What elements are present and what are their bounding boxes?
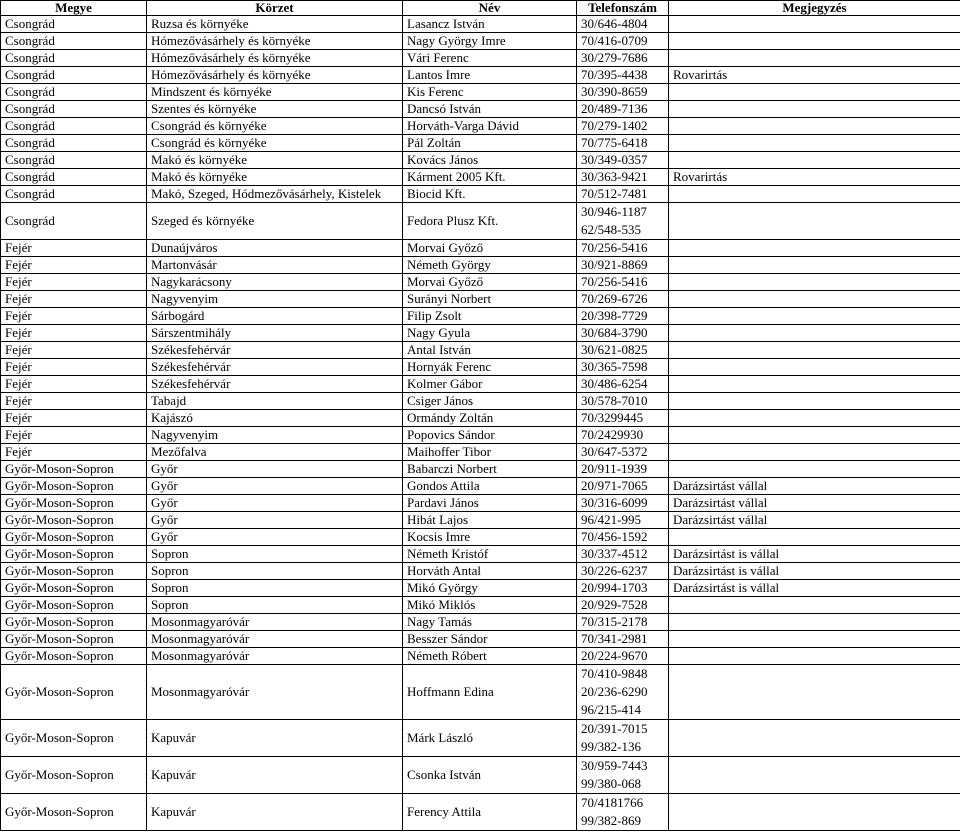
table-row	[1, 50, 960, 67]
table-row	[1, 67, 960, 84]
cell-telefonszam: 20/911-1939	[577, 461, 669, 478]
cell-telefonszam	[577, 757, 669, 794]
cell-telefonszam: 30/921-8869	[577, 257, 669, 274]
cell-korzet: Sárbogárd	[147, 308, 403, 325]
cell-megjegyzes	[669, 84, 960, 101]
cell-telefonszam: 20/489-7136	[577, 101, 669, 118]
cell-megjegyzes	[669, 342, 960, 359]
cell-telefonszam	[577, 794, 669, 831]
cell-korzet: Székesfehérvár	[147, 359, 403, 376]
cell-megjegyzes	[669, 135, 960, 152]
table-row	[1, 257, 960, 274]
cell-telefonszam: 30/365-7598	[577, 359, 669, 376]
cell-korzet: Mezőfalva	[147, 444, 403, 461]
cell-korzet: Győr	[147, 495, 403, 512]
header-telefonszam: Telefonszám	[577, 1, 669, 16]
cell-telefonszam: 70/395-4438	[577, 67, 669, 84]
cell-korzet: Martonvásár	[147, 257, 403, 274]
cell-megye: Győr-Moson-Sopron	[1, 794, 147, 831]
cell-nev: Mikó Miklós	[403, 597, 577, 614]
cell-megye: Csongrád	[1, 152, 147, 169]
cell-megye: Csongrád	[1, 135, 147, 152]
cell-megjegyzes: Darázsirtást vállal	[669, 512, 960, 529]
cell-megjegyzes	[669, 274, 960, 291]
cell-megjegyzes	[669, 444, 960, 461]
cell-nev: Fedora Plusz Kft.	[403, 203, 577, 240]
cell-telefonszam: 96/421-995	[577, 512, 669, 529]
table-row	[1, 580, 960, 597]
cell-korzet: Mindszent és környéke	[147, 84, 403, 101]
cell-nev: Morvai Győző	[403, 240, 577, 257]
table-row	[1, 720, 960, 757]
cell-telefonszam	[577, 665, 669, 720]
phone-number: 70/410-9848	[581, 666, 648, 681]
cell-megye: Fejér	[1, 308, 147, 325]
cell-megjegyzes	[669, 152, 960, 169]
cell-megjegyzes	[669, 101, 960, 118]
cell-korzet: Székesfehérvár	[147, 376, 403, 393]
cell-nev: Horváth Antal	[403, 563, 577, 580]
table-row	[1, 376, 960, 393]
table-row	[1, 665, 960, 720]
table-row	[1, 359, 960, 376]
cell-korzet: Mosonmagyaróvár	[147, 665, 403, 720]
cell-telefonszam: 30/621-0825	[577, 342, 669, 359]
cell-telefonszam: 70/456-1592	[577, 529, 669, 546]
cell-megjegyzes	[669, 359, 960, 376]
table-row	[1, 84, 960, 101]
cell-korzet: Szentes és környéke	[147, 101, 403, 118]
cell-nev: Kocsis Imre	[403, 529, 577, 546]
table-row	[1, 16, 960, 33]
table-row	[1, 546, 960, 563]
cell-telefonszam: 70/341-2981	[577, 631, 669, 648]
cell-telefonszam: 70/2429930	[577, 427, 669, 444]
cell-nev: Nagy Gyula	[403, 325, 577, 342]
cell-megye: Csongrád	[1, 203, 147, 240]
cell-nev: Lantos Imre	[403, 67, 577, 84]
cell-megjegyzes	[669, 614, 960, 631]
cell-korzet: Kapuvár	[147, 757, 403, 794]
phone-number: 99/382-136	[581, 739, 641, 754]
cell-telefonszam: 30/363-9421	[577, 169, 669, 186]
cell-telefonszam: 30/226-6237	[577, 563, 669, 580]
table-row	[1, 393, 960, 410]
header-korzet: Körzet	[147, 1, 403, 16]
table-row	[1, 410, 960, 427]
table-row	[1, 495, 960, 512]
cell-megye: Csongrád	[1, 186, 147, 203]
cell-telefonszam: 70/416-0709	[577, 33, 669, 50]
table-row	[1, 152, 960, 169]
cell-telefonszam: 30/390-8659	[577, 84, 669, 101]
cell-megye: Győr-Moson-Sopron	[1, 757, 147, 794]
cell-korzet: Székesfehérvár	[147, 342, 403, 359]
cell-nev: Kárment 2005 Kft.	[403, 169, 577, 186]
cell-megye: Csongrád	[1, 33, 147, 50]
cell-nev: Hornyák Ferenc	[403, 359, 577, 376]
table-body	[1, 16, 960, 831]
cell-megye: Fejér	[1, 240, 147, 257]
cell-megjegyzes	[669, 186, 960, 203]
cell-megjegyzes: Darázsirtást vállal	[669, 495, 960, 512]
cell-megye: Győr-Moson-Sopron	[1, 580, 147, 597]
cell-nev: Biocid Kft.	[403, 186, 577, 203]
cell-megjegyzes	[669, 665, 960, 720]
cell-korzet: Ruzsa és környéke	[147, 16, 403, 33]
cell-nev: Németh Kristóf	[403, 546, 577, 563]
cell-telefonszam: 70/3299445	[577, 410, 669, 427]
header-megye: Megye	[1, 1, 147, 16]
cell-korzet: Makó és környéke	[147, 169, 403, 186]
cell-korzet: Nagyvenyim	[147, 291, 403, 308]
table-row	[1, 478, 960, 495]
cell-telefonszam: 20/994-1703	[577, 580, 669, 597]
table-row	[1, 342, 960, 359]
cell-nev: Nagy György Imre	[403, 33, 577, 50]
table-row	[1, 135, 960, 152]
cell-megjegyzes	[669, 308, 960, 325]
table-row	[1, 529, 960, 546]
cell-korzet: Makó, Szeged, Hódmezővásárhely, Kistelek	[147, 186, 403, 203]
cell-nev: Dancsó István	[403, 101, 577, 118]
cell-megjegyzes	[669, 631, 960, 648]
phone-number: 99/380-068	[581, 776, 641, 791]
cell-megjegyzes: Darázsirtást is vállal	[669, 563, 960, 580]
cell-megye: Fejér	[1, 444, 147, 461]
cell-nev: Nagy Tamás	[403, 614, 577, 631]
cell-megjegyzes	[669, 50, 960, 67]
table-row	[1, 563, 960, 580]
cell-nev: Pál Zoltán	[403, 135, 577, 152]
cell-telefonszam	[577, 720, 669, 757]
cell-megye: Győr-Moson-Sopron	[1, 512, 147, 529]
cell-korzet: Kajászó	[147, 410, 403, 427]
cell-korzet: Kapuvár	[147, 720, 403, 757]
cell-telefonszam: 70/512-7481	[577, 186, 669, 203]
cell-megye: Fejér	[1, 291, 147, 308]
cell-telefonszam: 30/486-6254	[577, 376, 669, 393]
cell-megye: Fejér	[1, 257, 147, 274]
cell-megye: Győr-Moson-Sopron	[1, 648, 147, 665]
cell-telefonszam: 20/971-7065	[577, 478, 669, 495]
cell-megye: Csongrád	[1, 101, 147, 118]
cell-megye: Győr-Moson-Sopron	[1, 597, 147, 614]
cell-megye: Fejér	[1, 274, 147, 291]
cell-korzet: Hómezővásárhely és környéke	[147, 33, 403, 50]
cell-megye: Győr-Moson-Sopron	[1, 546, 147, 563]
cell-megye: Győr-Moson-Sopron	[1, 563, 147, 580]
cell-megjegyzes	[669, 325, 960, 342]
cell-nev: Antal István	[403, 342, 577, 359]
cell-nev: Surányi Norbert	[403, 291, 577, 308]
cell-nev: Morvai Győző	[403, 274, 577, 291]
table-row	[1, 118, 960, 135]
cell-korzet: Mosonmagyaróvár	[147, 614, 403, 631]
cell-megye: Fejér	[1, 410, 147, 427]
cell-megjegyzes: Darázsirtást is vállal	[669, 546, 960, 563]
cell-megjegyzes	[669, 118, 960, 135]
cell-korzet: Sopron	[147, 546, 403, 563]
cell-megjegyzes	[669, 794, 960, 831]
cell-megjegyzes: Rovarirtás	[669, 67, 960, 84]
cell-telefonszam: 30/684-3790	[577, 325, 669, 342]
cell-megjegyzes: Rovarirtás	[669, 169, 960, 186]
cell-megjegyzes	[669, 240, 960, 257]
cell-korzet: Szeged és környéke	[147, 203, 403, 240]
cell-korzet: Hómezővásárhely és környéke	[147, 50, 403, 67]
cell-nev: Lasancz István	[403, 16, 577, 33]
phone-number: 30/959-7443	[581, 758, 648, 773]
phone-number: 96/215-414	[581, 702, 641, 717]
table-row	[1, 240, 960, 257]
header-megjegyzes: Megjegyzés	[669, 1, 960, 16]
table-row	[1, 203, 960, 240]
cell-megye: Győr-Moson-Sopron	[1, 631, 147, 648]
cell-nev: Hibát Lajos	[403, 512, 577, 529]
cell-nev: Ferency Attila	[403, 794, 577, 831]
cell-nev: Horváth-Varga Dávid	[403, 118, 577, 135]
cell-megjegyzes	[669, 757, 960, 794]
cell-nev: Popovics Sándor	[403, 427, 577, 444]
phone-number: 30/946-1187	[581, 204, 647, 219]
phone-number: 62/548-535	[581, 222, 641, 237]
cell-nev: Babarczi Norbert	[403, 461, 577, 478]
cell-nev: Csonka István	[403, 757, 577, 794]
cell-telefonszam: 70/256-5416	[577, 274, 669, 291]
cell-megjegyzes	[669, 376, 960, 393]
cell-megye: Győr-Moson-Sopron	[1, 495, 147, 512]
table-row	[1, 427, 960, 444]
cell-nev: Pardavi János	[403, 495, 577, 512]
cell-nev: Ormándy Zoltán	[403, 410, 577, 427]
cell-telefonszam: 30/279-7686	[577, 50, 669, 67]
table-row	[1, 597, 960, 614]
cell-megjegyzes	[669, 203, 960, 240]
phone-number: 99/382-869	[581, 813, 641, 828]
cell-nev: Vári Ferenc	[403, 50, 577, 67]
cell-megjegyzes	[669, 410, 960, 427]
cell-megjegyzes	[669, 529, 960, 546]
cell-nev: Kolmer Gábor	[403, 376, 577, 393]
phone-number: 20/391-7015	[581, 721, 648, 736]
cell-telefonszam: 30/316-6099	[577, 495, 669, 512]
cell-megjegyzes: Darázsirtást is vállal	[669, 580, 960, 597]
cell-korzet: Tabajd	[147, 393, 403, 410]
cell-nev: Németh Róbert	[403, 648, 577, 665]
cell-telefonszam: 30/647-5372	[577, 444, 669, 461]
cell-nev: Németh György	[403, 257, 577, 274]
cell-megye: Csongrád	[1, 84, 147, 101]
cell-megye: Csongrád	[1, 50, 147, 67]
cell-megye: Győr-Moson-Sopron	[1, 665, 147, 720]
cell-megye: Csongrád	[1, 169, 147, 186]
cell-korzet: Győr	[147, 512, 403, 529]
cell-megye: Győr-Moson-Sopron	[1, 478, 147, 495]
cell-megye: Győr-Moson-Sopron	[1, 614, 147, 631]
cell-telefonszam	[577, 203, 669, 240]
table-row	[1, 757, 960, 794]
cell-megjegyzes	[669, 393, 960, 410]
cell-nev: Besszer Sándor	[403, 631, 577, 648]
cell-nev: Csiger János	[403, 393, 577, 410]
cell-megye: Győr-Moson-Sopron	[1, 461, 147, 478]
cell-telefonszam: 20/929-7528	[577, 597, 669, 614]
cell-megjegyzes: Darázsirtást vállal	[669, 478, 960, 495]
table-row	[1, 444, 960, 461]
cell-korzet: Nagyvenyim	[147, 427, 403, 444]
cell-telefonszam: 70/279-1402	[577, 118, 669, 135]
cell-korzet: Mosonmagyaróvár	[147, 648, 403, 665]
cell-telefonszam: 30/337-4512	[577, 546, 669, 563]
table-row	[1, 325, 960, 342]
cell-megye: Győr-Moson-Sopron	[1, 529, 147, 546]
cell-korzet: Csongrád és környéke	[147, 135, 403, 152]
cell-megye: Fejér	[1, 325, 147, 342]
cell-nev: Filip Zsolt	[403, 308, 577, 325]
cell-nev: Mikó György	[403, 580, 577, 597]
table-header	[1, 1, 960, 16]
cell-telefonszam: 70/256-5416	[577, 240, 669, 257]
header-nev: Név	[403, 1, 577, 16]
cell-nev: Hoffmann Edina	[403, 665, 577, 720]
table-row	[1, 512, 960, 529]
phone-number: 70/4181766	[581, 795, 644, 810]
table-row	[1, 169, 960, 186]
cell-telefonszam: 70/775-6418	[577, 135, 669, 152]
cell-nev: Kovács János	[403, 152, 577, 169]
cell-megjegyzes	[669, 461, 960, 478]
cell-nev: Márk László	[403, 720, 577, 757]
table-row	[1, 308, 960, 325]
cell-korzet: Dunaújváros	[147, 240, 403, 257]
cell-megjegyzes	[669, 427, 960, 444]
cell-megjegyzes	[669, 16, 960, 33]
cell-korzet: Sopron	[147, 580, 403, 597]
phone-number: 20/236-6290	[581, 684, 648, 699]
cell-megjegyzes	[669, 720, 960, 757]
table-row	[1, 648, 960, 665]
table-row	[1, 461, 960, 478]
cell-korzet: Sárszentmihály	[147, 325, 403, 342]
table-row	[1, 794, 960, 831]
cell-korzet: Sopron	[147, 563, 403, 580]
cell-megjegyzes	[669, 33, 960, 50]
cell-telefonszam: 20/398-7729	[577, 308, 669, 325]
cell-nev: Gondos Attila	[403, 478, 577, 495]
cell-telefonszam: 70/269-6726	[577, 291, 669, 308]
cell-korzet: Győr	[147, 529, 403, 546]
cell-megye: Fejér	[1, 427, 147, 444]
cell-nev: Kis Ferenc	[403, 84, 577, 101]
cell-megye: Fejér	[1, 359, 147, 376]
cell-telefonszam: 20/224-9670	[577, 648, 669, 665]
cell-megjegyzes	[669, 648, 960, 665]
cell-megye: Csongrád	[1, 118, 147, 135]
cell-telefonszam: 30/578-7010	[577, 393, 669, 410]
cell-megjegyzes	[669, 291, 960, 308]
table-row	[1, 614, 960, 631]
cell-nev: Maihoffer Tibor	[403, 444, 577, 461]
cell-korzet: Sopron	[147, 597, 403, 614]
cell-telefonszam: 70/315-2178	[577, 614, 669, 631]
table-row	[1, 186, 960, 203]
cell-megye: Fejér	[1, 393, 147, 410]
cell-korzet: Mosonmagyaróvár	[147, 631, 403, 648]
cell-megye: Fejér	[1, 376, 147, 393]
table-row	[1, 274, 960, 291]
cell-megye: Győr-Moson-Sopron	[1, 720, 147, 757]
cell-megye: Csongrád	[1, 67, 147, 84]
cell-korzet: Győr	[147, 461, 403, 478]
table-row	[1, 101, 960, 118]
cell-megye: Csongrád	[1, 16, 147, 33]
cell-korzet: Győr	[147, 478, 403, 495]
cell-korzet: Csongrád és környéke	[147, 118, 403, 135]
cell-megjegyzes	[669, 597, 960, 614]
cell-telefonszam: 30/646-4804	[577, 16, 669, 33]
table-row	[1, 631, 960, 648]
cell-megjegyzes	[669, 257, 960, 274]
cell-korzet: Makó és környéke	[147, 152, 403, 169]
table-row	[1, 33, 960, 50]
header-row	[1, 1, 960, 16]
cell-telefonszam: 30/349-0357	[577, 152, 669, 169]
cell-korzet: Kapuvár	[147, 794, 403, 831]
cell-korzet: Nagykarácsony	[147, 274, 403, 291]
table-row	[1, 291, 960, 308]
cell-megye: Fejér	[1, 342, 147, 359]
cell-korzet: Hómezővásárhely és környéke	[147, 67, 403, 84]
